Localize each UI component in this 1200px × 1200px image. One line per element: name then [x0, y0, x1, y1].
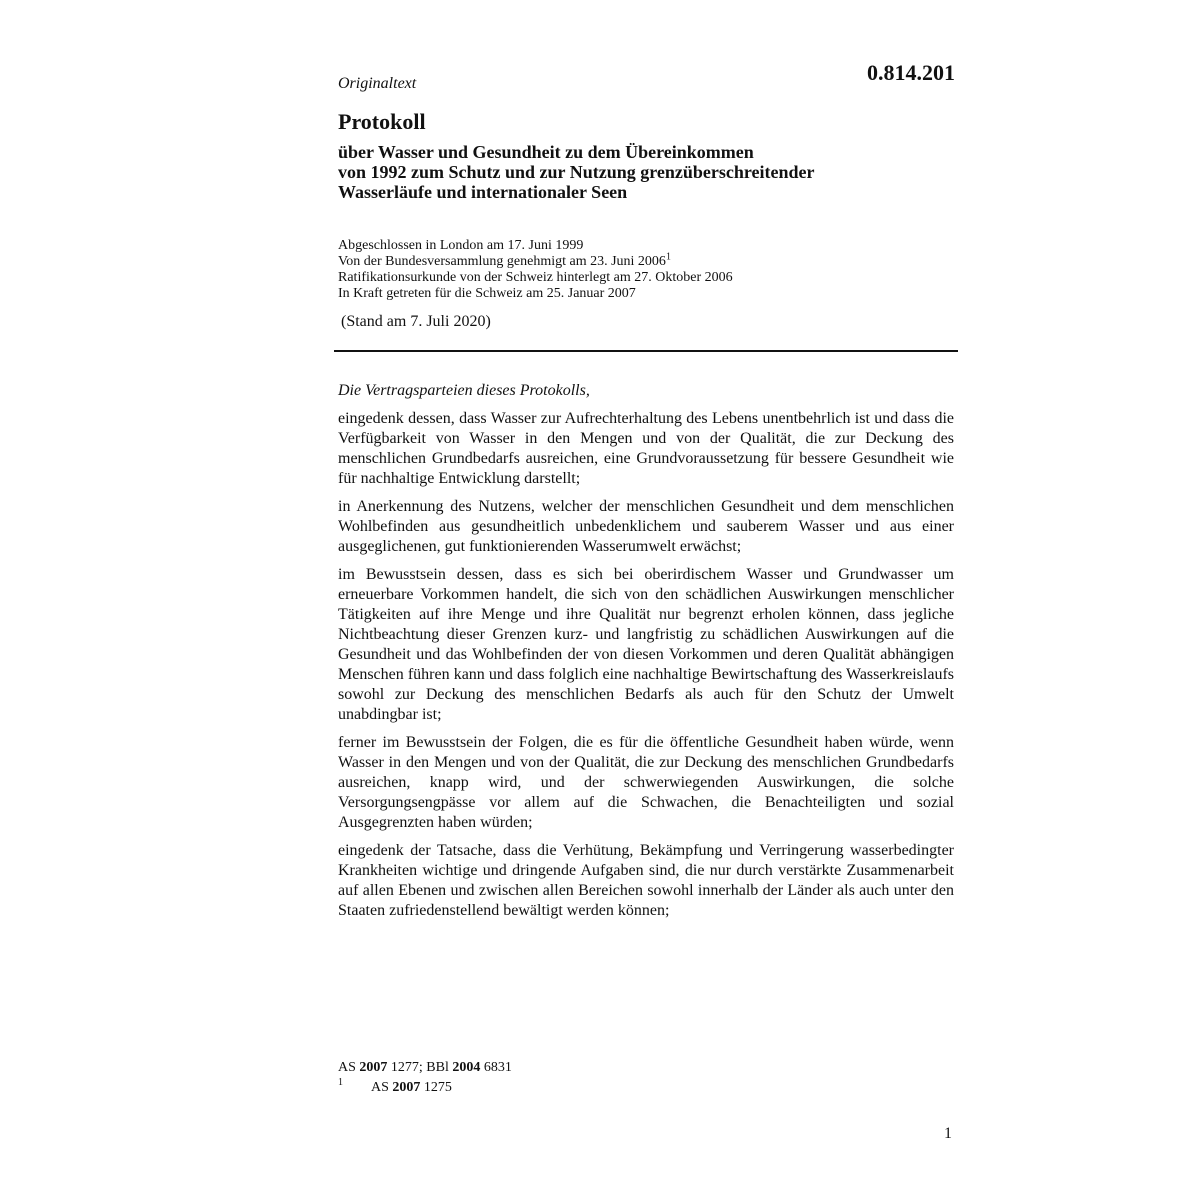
ratification-line: Ratifikationsurkunde von der Schweiz hinterlegt am 27. Oktober 2006: [338, 270, 733, 285]
concluded-line: Abgeschlossen in London am 17. Juni 1999: [338, 238, 584, 253]
footnote-1: 1 AS 2007 1275: [338, 1077, 452, 1095]
preamble-lead: Die Vertragsparteien dieses Protokolls,: [338, 382, 590, 399]
subtitle-line: über Wasser und Gesundheit zu dem Übereinkommen: [338, 142, 754, 162]
original-text-label: Originaltext: [338, 75, 417, 92]
subtitle-line: Wasserläufe und internationaler Seen: [338, 182, 628, 202]
approved-text: Von der Bundesversammlung genehmigt am 23. Juni 2006: [338, 254, 666, 269]
document-title: Protokoll: [338, 109, 426, 134]
preamble-paragraph: ferner im Bewusstsein der Folgen, die es für die öffentliche Gesundheit haben würde, wenn Wasser in den Mengen und von der Qualität, die zur Deckung des menschlichen Grundbedarfs ausreichen, knapp wird, und der schwerwiegenden Auswirkungen, die solche Versorgungsengpässe vor allem auf die Schwachen, die Benachteiligten und sozial Ausgegrenzten haben würden;: [338, 734, 954, 831]
sr-number: 0.814.201: [867, 60, 955, 85]
footnote-reference: 1: [665, 251, 671, 263]
bbl-page: 6831: [480, 1060, 512, 1075]
footnotes: [338, 1058, 512, 1098]
as-page: 1275: [420, 1080, 452, 1095]
status-date: (Stand am 7. Juli 2020): [341, 313, 491, 330]
as-label: AS: [371, 1080, 393, 1095]
page-number: 1: [944, 1125, 952, 1142]
enactment-metadata: [338, 238, 733, 302]
preamble: [338, 381, 954, 929]
preamble-paragraph: eingedenk dessen, dass Wasser zur Aufrechterhaltung des Lebens unentbehrlich ist und dass die Verfügbarkeit von Wasser in den Mengen und von der Qualität, die zur Deckung des menschlichen Grundbedarfs ausreichen, eine Grundvoraussetzung für bessere Gesundheit wie für nachhaltige Entwicklung darstellt;: [338, 410, 954, 487]
subtitle-line: von 1992 zum Schutz und zur Nutzung grenzüberschreitender: [338, 162, 815, 182]
preamble-paragraph: im Bewusstsein dessen, dass es sich bei oberirdischem Wasser und Grundwasser um erneuerbare Vorkommen handelt, die sich von den schädlichen Auswirkungen menschlicher Tätigkeiten auf ihre Menge und ihre Qualität nur begrenzt erholen können, dass jegliche Nichtbeachtung dieser Grenzen kurz- und langfristig zu schädlichen Auswirkungen auf die Gesundheit und das Wohlbefinden der von diesen Vorkommen und deren Qualität abhängigen Menschen führen kann und dass folglich eine nachhaltige Bewirtschaftung des Wasserkreislaufs sowohl zur Deckung des menschlichen Bedarfs als auch für den Schutz der Umwelt unabdingbar ist;: [338, 566, 954, 723]
preamble-paragraph: eingedenk der Tatsache, dass die Verhütung, Bekämpfung und Verringerung wasserbedingter Krankheiten wichtige und dringende Aufgaben sind, die nur durch verstärkte Zusammenarbeit auf allen Ebenen und zwischen allen Bereichen sowohl innerhalb der Länder als auch unter den Staaten zufriedenstellend bewältigt werden können;: [338, 842, 954, 919]
document-subtitle: [338, 142, 958, 202]
as-label: AS: [338, 1060, 360, 1075]
as-year: 2007: [359, 1060, 388, 1075]
as-year: 2007: [392, 1080, 421, 1095]
preamble-paragraph: in Anerkennung des Nutzens, welcher der menschlichen Gesundheit und dem menschlichen Wohlbefinden aus gesundheitlich unbedenklichem und sauberem Wasser und aus einer ausgeglichenen, gut funktionierenden Wasserumwelt erwächst;: [338, 498, 954, 555]
bbl-year: 2004: [452, 1060, 481, 1075]
source-reference: [338, 1058, 512, 1078]
approved-line: [338, 251, 733, 270]
as-page: 1277; BBl: [387, 1060, 453, 1075]
header-divider: [334, 350, 958, 352]
in-force-line: In Kraft getreten für die Schweiz am 25. Januar 2007: [338, 286, 636, 301]
